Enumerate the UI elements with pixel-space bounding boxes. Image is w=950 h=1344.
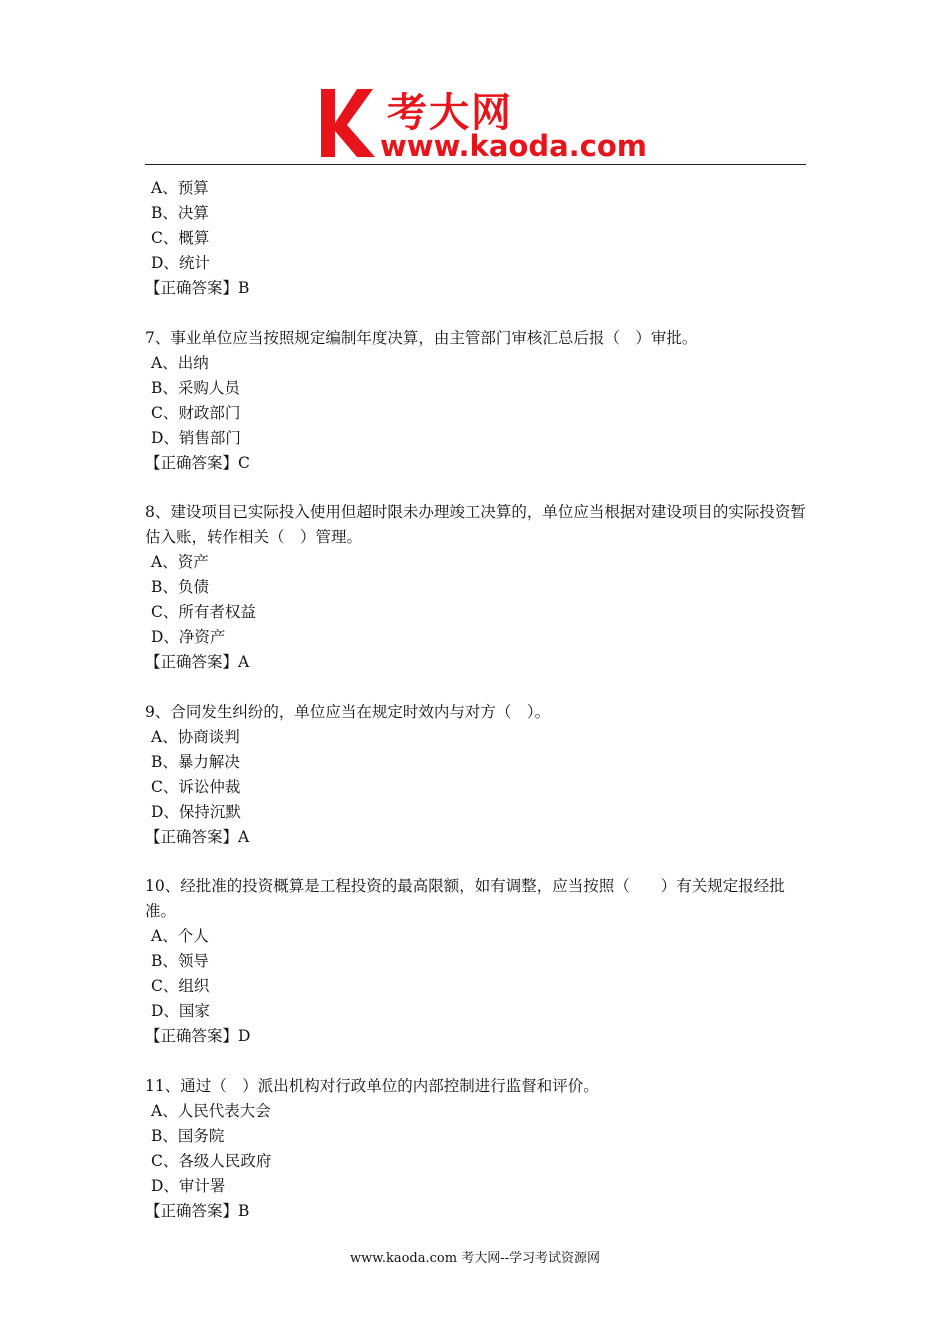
answer-line: 【正确答案】B xyxy=(145,1201,250,1220)
answer-line: 【正确答案】D xyxy=(145,1027,251,1045)
answer-line: 【正确答案】B xyxy=(145,279,250,297)
option-line: B、暴力解决 xyxy=(151,752,240,771)
option-line: D、审计署 xyxy=(151,1176,226,1195)
option-line: D、国家 xyxy=(151,1002,210,1020)
logo-brand-text: 考大网 xyxy=(387,90,513,136)
question-text: 10、经批准的投资概算是工程投资的最高限额，如有调整，应当按照（ ）有关规定报经批准。 xyxy=(145,877,785,920)
question-text: 11、通过（ ）派出机构对行政单位的内部控制进行监督和评价。 xyxy=(145,1076,599,1095)
question-text: 8、建设项目已实际投入使用但超时限未办理竣工决算的，单位应当根据对建设项目的实际投资暂估入账，转作相关（ ）管理。 xyxy=(145,503,806,546)
option-line: C、诉讼仲裁 xyxy=(151,777,241,796)
option-line: B、采购人员 xyxy=(151,378,240,397)
question-11 xyxy=(145,1074,807,1224)
option-line: A、资产 xyxy=(151,553,209,571)
option-line: A、出纳 xyxy=(151,353,209,372)
question-7 xyxy=(145,326,807,476)
question-10 xyxy=(145,874,807,1049)
option-line: B、负债 xyxy=(151,578,209,596)
logo-url-text: www.kaoda.com xyxy=(380,129,647,163)
question-content xyxy=(145,176,807,1224)
option-line: C、所有者权益 xyxy=(151,603,256,621)
option-line: D、销售部门 xyxy=(151,428,241,447)
header-divider xyxy=(145,164,806,165)
option-line: B、国务院 xyxy=(151,1126,225,1145)
option-line: A、协商谈判 xyxy=(151,727,240,746)
option-line: D、净资产 xyxy=(151,628,226,646)
option-line: C、财政部门 xyxy=(151,403,241,422)
option-line: C、概算 xyxy=(151,229,210,247)
option-line: B、决算 xyxy=(151,204,209,222)
page-footer[interactable]: www.kaoda.com 考大网--学习考试资源网 xyxy=(350,1251,600,1266)
option-line: A、人民代表大会 xyxy=(151,1101,271,1120)
question-9 xyxy=(145,700,807,850)
answer-line: 【正确答案】C xyxy=(145,453,250,472)
page-header xyxy=(145,75,806,167)
option-line: D、统计 xyxy=(151,254,210,272)
question-8 xyxy=(145,500,807,675)
answer-line: 【正确答案】A xyxy=(145,653,250,671)
logo-k-mark-icon xyxy=(317,79,381,161)
option-line: C、组织 xyxy=(151,977,210,995)
option-line: C、各级人民政府 xyxy=(151,1151,272,1170)
question-text: 7、事业单位应当按照规定编制年度决算，由主管部门审核汇总后报（ ）审批。 xyxy=(145,328,698,347)
kaoda-logo[interactable] xyxy=(317,79,647,163)
option-line: D、保持沉默 xyxy=(151,802,241,821)
option-line: B、领导 xyxy=(151,952,209,970)
question-text: 9、合同发生纠纷的，单位应当在规定时效内与对方（ ）。 xyxy=(145,702,551,721)
option-line: A、预算 xyxy=(151,179,209,197)
answer-line: 【正确答案】A xyxy=(145,827,250,846)
option-line: A、个人 xyxy=(151,927,209,945)
